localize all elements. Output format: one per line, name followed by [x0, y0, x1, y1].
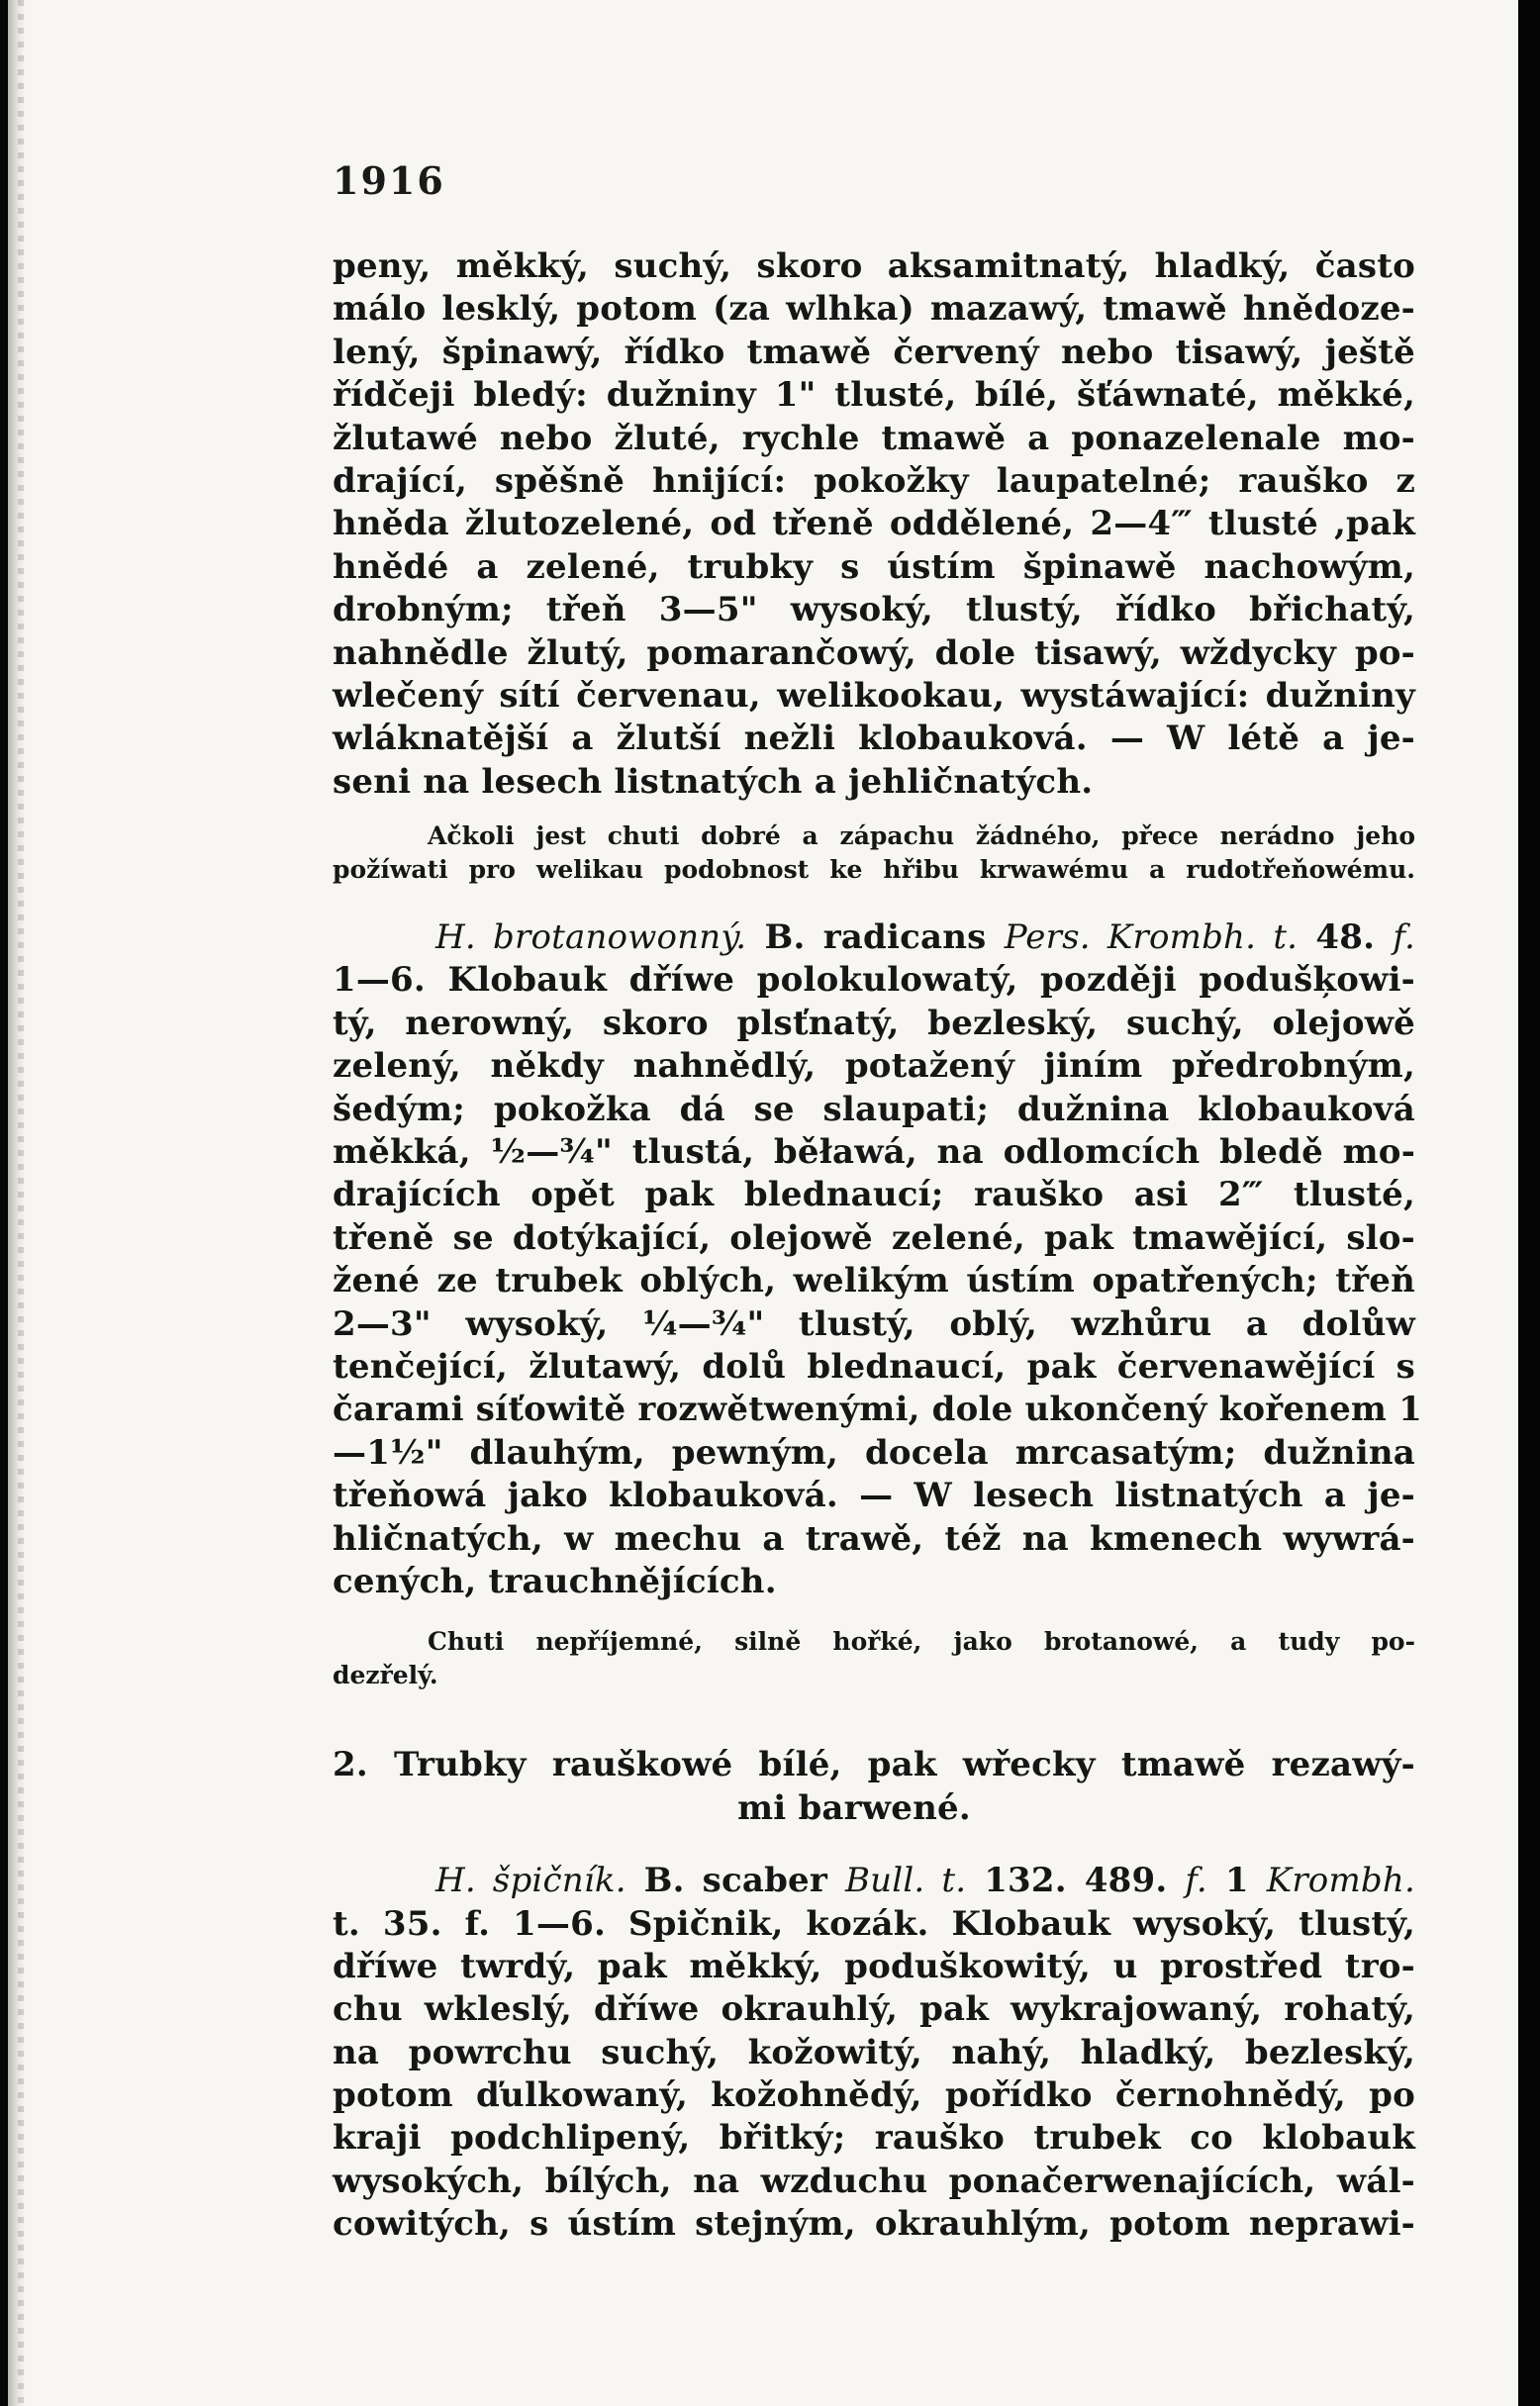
text-line: drobným; třeň 3—5" wysoký, tlustý, řídko břichatý, [333, 590, 1415, 630]
text-line: kraji podchlipený, břitký; rauško trubek co klobauk [333, 2118, 1415, 2159]
section-heading-2-line-1: 2. Trubky rauškowé bílé, pak wřecky tmawě rezawý- [333, 1745, 1415, 1785]
text-line: žlutawé nebo žluté, rychle tmawě a ponazelenale mo- [333, 418, 1415, 458]
species-fig-num-c: 1 [1224, 1861, 1249, 1901]
note-a [333, 819, 1415, 887]
text-line: šedým; pokožka dá se slaupati; dužnina klobauková [333, 1089, 1415, 1129]
species-name-b: H. brotanowonný. [435, 917, 747, 958]
section-heading-2-line-2: mi barwené. [737, 1787, 971, 1828]
text-line: chu wkleslý, dříwe okrauhlý, pak wykrajowaný, rohatý, [333, 1989, 1415, 2030]
species-heading-c [333, 1860, 1415, 1902]
species-name-c: H. špičník. [435, 1861, 626, 1901]
text-line: seni na lesech listnatých a jehličnatých. [333, 761, 1094, 802]
text-line: tenčející, žlutawý, dolů blednaucí, pak červenawějící s [333, 1346, 1415, 1387]
text-line: málo lesklý, potom (za wlhka) mazawý, tmawě hnědoze- [333, 289, 1415, 330]
species-plate-b: 48. [1315, 917, 1376, 958]
text-line: peny, měkký, suchý, skoro aksamitnatý, hladký, často [333, 246, 1415, 286]
text-line: 1—6. Klobauk dříwe polokulowatý, později podušķowi- [333, 960, 1415, 1001]
text-line: hněda žlutozelené, od třeně oddělené, 2—4‴ tlusté ,pak [333, 504, 1415, 544]
text-line: Chuti nepříjemné, silně hořké, jako brotanowé, a tudy po- [428, 1627, 1415, 1657]
text-line: měkká, ½—¾" tlustá, běławá, na odlomcích bledě mo- [333, 1132, 1415, 1173]
text-line: nahnědle žlutý, pomarančowý, dole tisawý, wždycky po- [333, 632, 1415, 673]
page-body [333, 245, 1423, 2247]
text-line: Ačkoli jest chuti dobré a zápachu žádného, přece nerádno jeho [428, 821, 1415, 851]
text-line: třeňowá jako klobauková. — W lesech listnatých a je- [333, 1476, 1415, 1516]
text-line: wysokých, bílých, na wzduchu ponačerwenajících, wál- [333, 2161, 1415, 2201]
text-line: zelený, někdy nahnědlý, potažený jiním předrobným, [333, 1046, 1415, 1087]
text-line: dezřelý. [333, 1661, 438, 1690]
page-number: 1916 [333, 158, 445, 203]
text-line: třeně se dotýkající, olejowě zelené, pak tmawějící, slo- [333, 1217, 1415, 1258]
text-line: tý, nerowný, skoro plsťnatý, bezleský, suchý, olejowě [333, 1003, 1415, 1043]
text-line: dříwe twrdý, pak měkký, poduškowitý, u prostřed tro- [333, 1946, 1415, 1986]
species-fig-b: f. [1393, 917, 1415, 958]
text-line: wlečený sítí červenau, welikookau, wystáwající: dužniny [333, 675, 1415, 716]
paragraph-description-b [333, 959, 1423, 1603]
species-authority-b: Pers. Krombh. t. [1004, 917, 1299, 958]
paragraph-description-a [333, 245, 1415, 804]
species-krombh-c: Krombh. [1266, 1861, 1415, 1901]
text-line: —1½" dlauhým, pewným, docela mrcasatým; dužnina [333, 1432, 1415, 1473]
binding-gutter [18, 0, 24, 2406]
text-line: drající, spěšně hnijící: pokožky laupatelné; rauško z [333, 460, 1415, 501]
species-heading-b [333, 916, 1415, 959]
species-synonym-c: B. scaber [643, 1861, 828, 1901]
text-line: hličnatých, w mechu a trawě, též na kmenech wywrá- [333, 1518, 1415, 1559]
text-line: potom ďulkowaný, kožohnědý, pořídko černohnědý, po [333, 2075, 1415, 2116]
species-synonym-b: B. radicans [764, 917, 987, 958]
species-fig-c: f. [1185, 1861, 1207, 1901]
text-line: žené ze trubek oblých, welikým ústím opatřených; třeň [333, 1261, 1415, 1301]
text-line: 2—3" wysoký, ¼—¾" tlustý, oblý, wzhůru a dolůw [333, 1303, 1415, 1344]
text-line: cowitých, s ústím stejným, okrauhlým, potom neprawi- [333, 2204, 1415, 2245]
species-authority-c: Bull. t. [844, 1861, 967, 1901]
text-line: wláknatější a žlutší nežli klobauková. — W létě a je- [333, 719, 1415, 759]
species-plates-c: 132. 489. [984, 1861, 1168, 1901]
text-line: lený, špinawý, řídko tmawě červený nebo tisawý, ještě [333, 332, 1415, 372]
text-line: požíwati pro welikau podobnost ke hřibu krwawému a rudotřeňowému. [333, 855, 1415, 885]
scan-border [1518, 0, 1540, 2406]
text-line: cených, trauchnějících. [333, 1561, 777, 1601]
text-line: t. 35. f. 1—6. Spičnik, kozák. Klobauk wysoký, tlustý, [333, 1903, 1415, 1944]
note-b [333, 1625, 1415, 1692]
paragraph-description-c [333, 1903, 1415, 2247]
text-line: čarami síťowitě rozwětwenými, dole ukončený kořenem 1 [333, 1390, 1423, 1430]
text-line: na powrchu suchý, kožowitý, nahý, hladký, bezleský, [333, 2032, 1415, 2072]
text-line: drajících opět pak blednaucí; rauško asi 2‴ tlusté, [333, 1175, 1415, 1215]
text-line: řídčeji bledý: dužniny 1" tlusté, bílé, šťáwnaté, měkké, [333, 375, 1415, 416]
text-line: hnědé a zelené, trubky s ústím špinawě nachowým, [333, 546, 1415, 587]
